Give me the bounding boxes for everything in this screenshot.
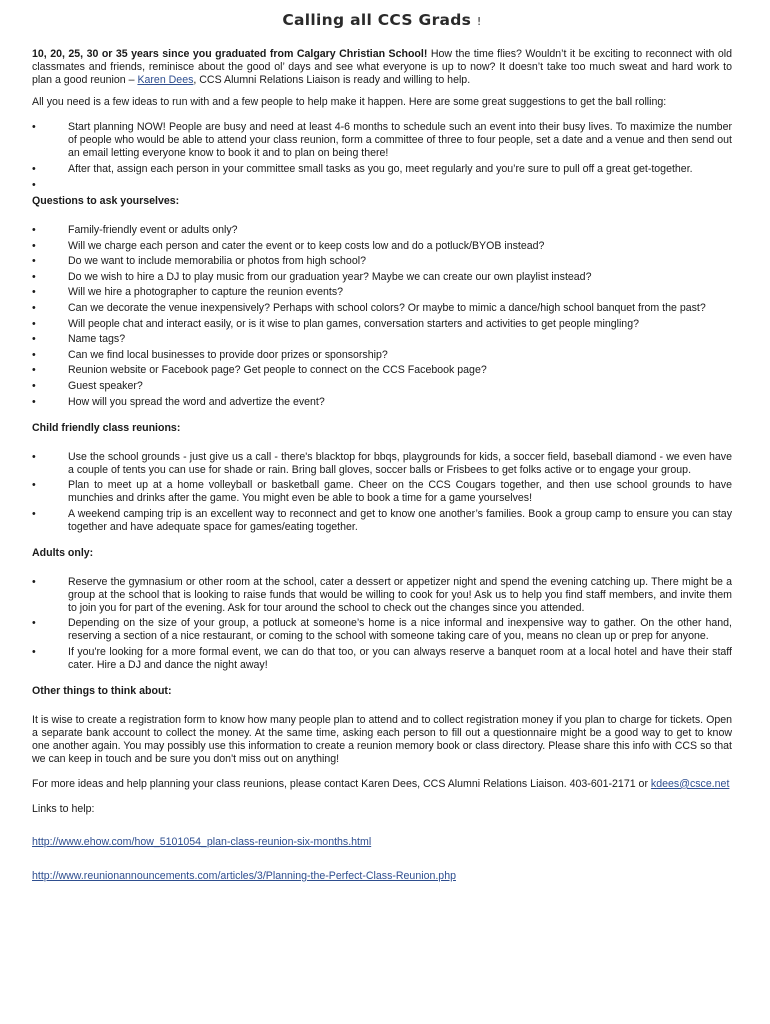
bullet-icon: • <box>32 364 36 377</box>
list-item-text: Depending on the size of your group, a potluck at someone’s home is a nice informal and inexpensive way to gather. On the other hand, reserving a section of a nice restaurant, or coming to the school with someone taking care of you, means no clean up or prep for anyone. <box>68 617 732 643</box>
steps-list <box>32 121 732 192</box>
contact-text: For more ideas and help planning your class reunions, please contact Karen Dees, CCS Alumni Relations Liaison. 403-601-2171 or <box>32 777 651 790</box>
list-item <box>32 479 732 505</box>
other-things-paragraph: It is wise to create a registration form to know how many people plan to attend and to collect registration money if you plan to charge for tickets. Open a separate bank account to collect the money. At the same time, asking each person to fill out a questionnaire might be a good way to get to know one another again. You may possibly use this information to create a reunion memory book or class directory. Please share this info with CCS so that we can keep in touch and be sure you don't miss out on anything! <box>32 713 732 765</box>
list-item <box>32 163 732 176</box>
child-friendly-heading: Child friendly class reunions: <box>32 421 181 434</box>
bullet-icon: • <box>32 379 36 392</box>
bullet-icon: • <box>32 270 36 283</box>
links-label: Links to help: <box>32 802 95 815</box>
list-item-text: How will you spread the word and advertize the event? <box>68 395 325 408</box>
list-item <box>32 576 732 615</box>
empty-list-item <box>32 179 732 192</box>
list-item <box>32 646 732 672</box>
list-item-text: Use the school grounds - just give us a call - there's blacktop for bbqs, playgrounds for kids, a soccer field, baseball diamond - we even have a couple of tents you can use for shade or rain. Bring ball gloves, soccer balls or Frisbees to get folks active or to engage your group. <box>68 450 732 476</box>
bullet-icon: • <box>32 239 36 252</box>
bullet-icon: • <box>32 163 36 175</box>
list-item <box>32 121 732 160</box>
email-link[interactable]: kdees@csce.net <box>650 777 730 790</box>
list-item-text: After that, assign each person in your committee small tasks as you go, meet regularly and you’re sure to pull off a great get-together. <box>68 163 693 175</box>
intro-text-1: How the time flies? Wouldn’t it be exciting to reconnect with old classmates and friends, reminisce about the good ol’ days and see what everyone is up to now? It doesn’t take too much sweat and hard work to plan a good reunion – <box>32 48 733 86</box>
intro-bold: 10, 20, 25, 30 or 35 years since you graduated from Calgary Christian School! <box>32 48 428 60</box>
reunion-announcements-link[interactable]: http://www.reunionannouncements.com/articles/3/Planning-the-Perfect-Class-Reunion.php <box>32 869 456 882</box>
list-item-text: Can we decorate the venue inexpensively? Perhaps with school colors? Or maybe to mimic a dance/high school banquet from the past? <box>68 301 706 314</box>
intro-paragraph <box>32 48 732 87</box>
list-item <box>32 271 732 284</box>
other-things-heading: Other things to think about: <box>32 684 172 697</box>
bullet-icon: • <box>32 255 36 268</box>
list-item <box>32 255 732 268</box>
list-item-text: Family-friendly event or adults only? <box>68 224 238 236</box>
list-item-text: Start planning NOW! People are busy and need at least 4-6 months to schedule such an event into their busy lives. To maximize the number of people who would be able to attend your class reunion, form a committee of three to four people, set a date and a venue and then send out an email letting everyone know to book it and to plan on being there! <box>68 121 732 159</box>
adults-only-list <box>32 576 732 672</box>
page-title <box>32 11 732 29</box>
title-exclamation: ! <box>476 15 482 28</box>
child-friendly-list <box>32 451 732 534</box>
list-item <box>32 364 732 377</box>
bullet-icon: • <box>32 507 36 520</box>
list-item <box>32 240 732 253</box>
list-item <box>32 349 732 362</box>
lead-paragraph: All you need is a few ideas to run with and a few people to help make it happen. Here are some great suggestions to get the ball rolling: <box>32 96 667 108</box>
contact-paragraph <box>32 778 732 791</box>
list-item <box>32 508 732 534</box>
list-item <box>32 451 732 477</box>
list-item-text: Name tags? <box>68 333 126 346</box>
bullet-icon: • <box>32 575 36 588</box>
list-item <box>32 333 732 346</box>
karen-dees-link[interactable]: Karen Dees <box>137 74 194 86</box>
list-item <box>32 318 732 331</box>
bullet-icon: • <box>32 450 36 463</box>
document-page <box>32 10 732 904</box>
bullet-icon: • <box>32 395 36 408</box>
list-item-text: Will we charge each person and cater the event or to keep costs low and do a potluck/BYOB instead? <box>68 239 545 252</box>
list-item <box>32 380 732 393</box>
list-item-text: Will people chat and interact easily, or is it wise to plan games, conversation starters and activities to get people mingling? <box>68 317 639 330</box>
list-item-text: A weekend camping trip is an excellent way to reconnect and get to know one another’s families. Book a group camp to ensure you can stay together and have adequate space for games/eating together. <box>68 507 732 533</box>
bullet-icon: • <box>32 121 36 133</box>
bullet-icon: • <box>32 479 36 492</box>
list-item-text: Can we find local businesses to provide door prizes or sponsorship? <box>68 348 388 361</box>
intro-text-2: , CCS Alumni Relations Liaison is ready and willing to help. <box>193 74 471 86</box>
list-item <box>32 286 732 299</box>
bullet-icon: • <box>32 317 36 330</box>
list-item-text: If you're looking for a more formal event, we can do that too, or you can always reserve a banquet room at a local hotel and have their staff cater. Hire a DJ and dance the night away! <box>68 645 732 671</box>
bullet-icon: • <box>32 617 36 630</box>
bullet-icon: • <box>32 333 36 346</box>
list-item <box>32 396 732 409</box>
questions-list <box>32 224 732 409</box>
ehow-link[interactable]: http://www.ehow.com/how_5101054_plan-class-reunion-six-months.html <box>32 835 372 848</box>
bullet-icon: • <box>32 179 36 191</box>
list-item <box>32 302 732 315</box>
title-text: Calling all CCS Grads <box>282 11 472 29</box>
bullet-icon: • <box>32 301 36 314</box>
list-item-text: Do we wish to hire a DJ to play music from our graduation year? Maybe we can create our own playlist instead? <box>68 270 592 283</box>
list-item-text: Will we hire a photographer to capture the reunion events? <box>68 286 344 299</box>
bullet-icon: • <box>32 348 36 361</box>
bullet-icon: • <box>32 224 36 236</box>
bullet-icon: • <box>32 645 36 658</box>
list-item-text: Plan to meet up at a home volleyball or basketball game. Cheer on the CCS Cougars together, and then use school grounds to have munchies and drinks after the game. You might even be able to book a time for a game yourselves! <box>68 479 732 505</box>
list-item-text: Reunion website or Facebook page? Get people to connect on the CCS Facebook page? <box>68 364 487 377</box>
adults-only-heading: Adults only: <box>32 546 94 559</box>
list-item <box>32 224 732 237</box>
questions-heading: Questions to ask yourselves: <box>32 195 180 207</box>
list-item <box>32 617 732 643</box>
list-item-text: Do we want to include memorabilia or photos from high school? <box>68 255 366 268</box>
bullet-icon: • <box>32 286 36 299</box>
list-item-text: Guest speaker? <box>68 379 143 392</box>
list-item-text: Reserve the gymnasium or other room at the school, cater a dessert or appetizer night and spend the evening catching up. There might be a group at the school that is looking to raise funds that would be willing to cook for you! Ask us to help you find staff members, and invite them to join you for part of the evening. Ask for tour around the school to check out the changes since you attended. <box>68 575 732 614</box>
